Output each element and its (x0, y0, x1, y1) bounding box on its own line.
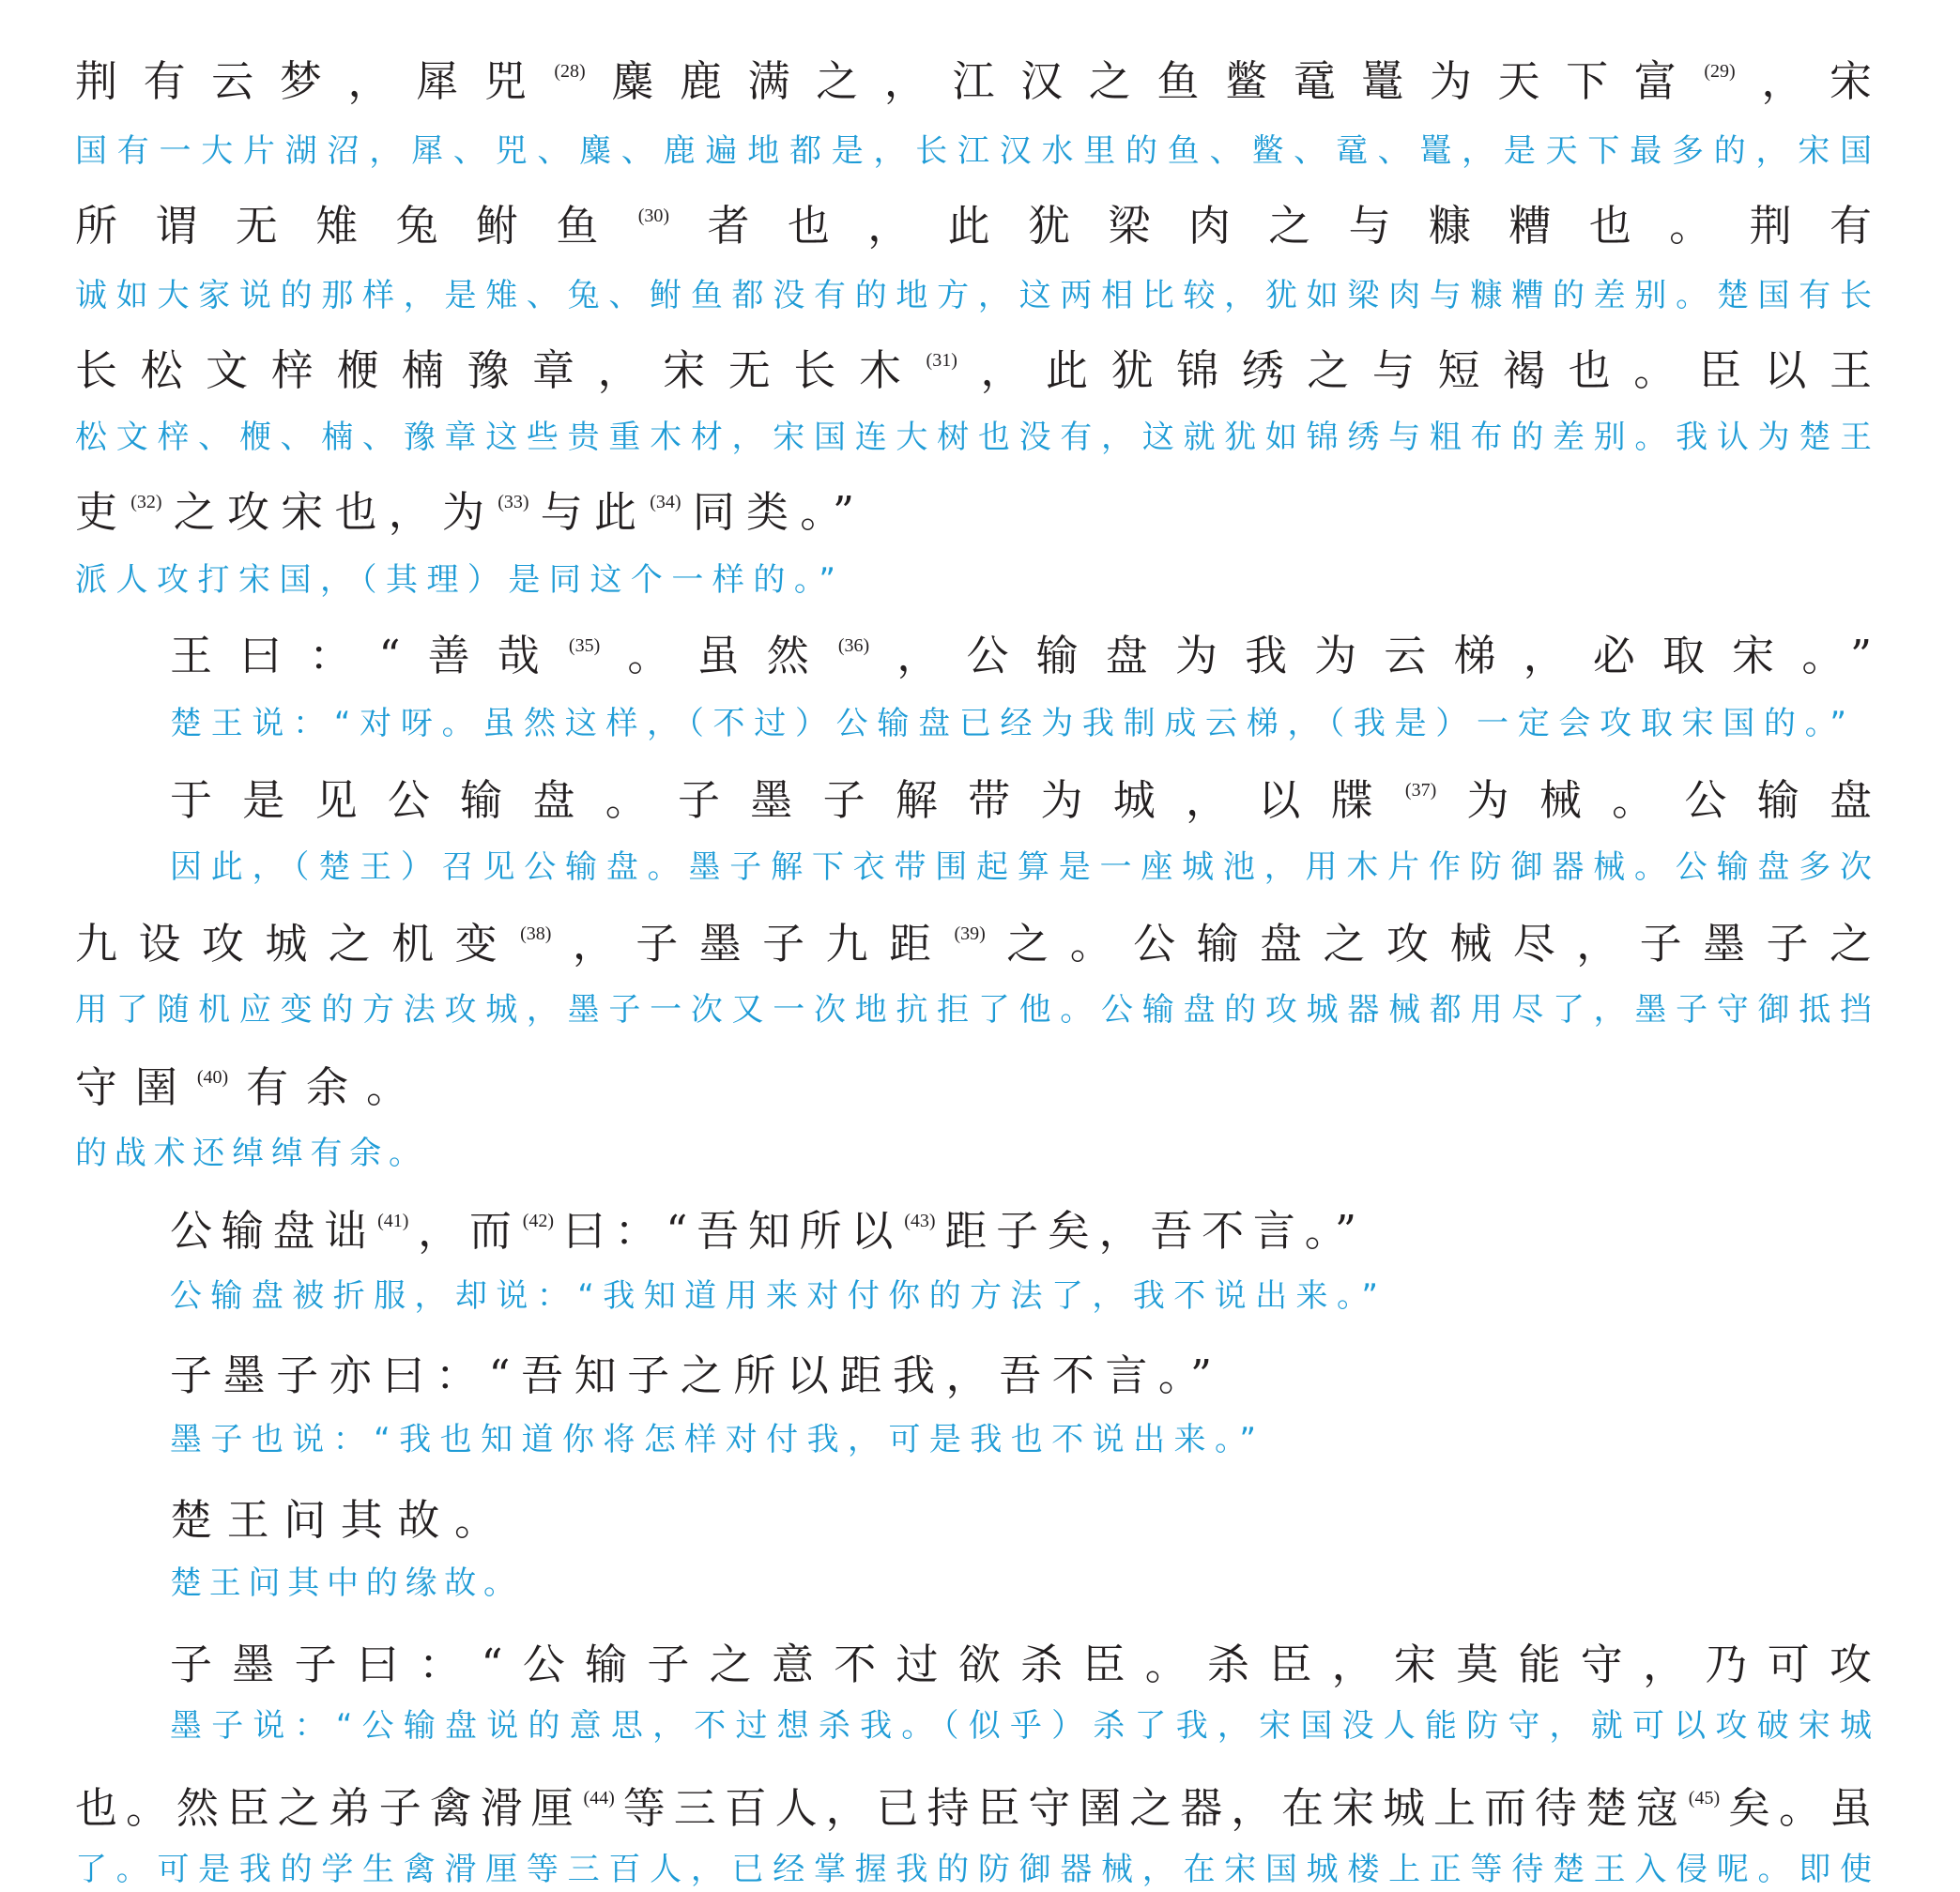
annotation-marker: (41) (377, 1211, 409, 1231)
translation-line-6 (170, 847, 1872, 888)
annotation-marker: (36) (837, 635, 870, 656)
classical-text: ，此犹锦绣之与短褐也。臣以王 (957, 345, 1872, 395)
classical-text: ，宋 (1735, 56, 1872, 106)
classical-text: 王曰：“善哉 (170, 631, 567, 680)
classical-line-13 (75, 1780, 1872, 1837)
translation-line-4 (75, 559, 835, 601)
classical-text: ，子墨子九距 (551, 919, 953, 969)
translation-line-7 (75, 989, 1872, 1030)
classical-text: 之。公输盘之攻械尽，子墨子之 (985, 919, 1872, 969)
annotation-marker: (39) (954, 923, 986, 944)
classical-line-2 (75, 198, 1872, 254)
classical-text: 长松文梓楩楠豫章，宋无长木 (75, 345, 925, 395)
translation-text: 派人攻打宋国，（其理）是同这个一样的。” (75, 561, 835, 599)
classical-text: 也。然臣之弟子禽滑厘 (75, 1783, 582, 1833)
annotation-marker: (28) (554, 61, 586, 82)
classical-line-4 (75, 484, 854, 541)
annotation-marker: (43) (904, 1211, 936, 1231)
translation-line-8 (75, 1133, 421, 1174)
classical-text: 荆有云梦，犀兕 (75, 56, 553, 106)
translation-text: 诚如大家说的那样，是雉、兔、鲋鱼都没有的地方，这两相比较，犹如梁肉与糠糟的差别。楚国有长 (75, 277, 1872, 314)
translation-text: 墨子说：“公输盘说的意思，不过想杀我。（似乎）杀了我，宋国没人能防守，就可以攻破宋城 (170, 1707, 1872, 1745)
classical-text: 。虽然 (600, 631, 836, 680)
classical-text: ，而 (408, 1206, 521, 1256)
translation-text: 楚王说：“对呀。虽然这样，（不过）公输盘已经为我制成云梯，（我是）一定会攻取宋国的。” (170, 705, 1846, 742)
translation-text: 松文梓、楩、楠、豫章这些贵重木材，宋国连大树也没有，这就犹如锦绣与粗布的差别。我认为楚王 (75, 419, 1872, 456)
translation-line-1 (75, 130, 1872, 172)
classical-text: 为械。公输盘 (1436, 775, 1872, 825)
classical-text: 麋鹿满之，江汉之鱼鳖鼋鼍为天下富 (585, 56, 1703, 106)
classical-text: 之攻宋也，为 (161, 487, 497, 537)
classical-line-8 (75, 1060, 408, 1116)
classical-line-7 (75, 916, 1872, 972)
translation-line-11 (170, 1563, 515, 1604)
classical-line-6 (170, 772, 1872, 829)
classical-text: 曰：“吾知所以 (554, 1206, 903, 1256)
translation-text: 国有一大片湖沼，犀、兕、麋、鹿遍地都是，长江汉水里的鱼、鳖、鼋、鼍，是天下最多的，宋国 (75, 132, 1872, 170)
translation-text: 墨子也说：“我也知道你将怎样对付我，可是我也不说出来。” (170, 1421, 1256, 1458)
annotation-marker: (31) (926, 350, 957, 371)
annotation-marker: (40) (196, 1067, 229, 1088)
classical-line-1 (75, 53, 1872, 110)
annotation-marker: (33) (498, 492, 529, 512)
classical-line-5 (170, 628, 1872, 684)
translation-line-10 (170, 1419, 1256, 1460)
classical-line-12 (170, 1637, 1872, 1693)
classical-text: 守圉 (75, 1062, 195, 1112)
annotation-marker: (34) (650, 492, 681, 512)
annotation-marker: (35) (568, 635, 601, 656)
classical-text: 子墨子亦曰：“吾知子之所以距我，吾不言。” (170, 1350, 1212, 1400)
classical-line-9 (170, 1203, 1356, 1259)
classical-text: 楚王问其故。 (170, 1495, 497, 1545)
translation-text: 用了随机应变的方法攻城，墨子一次又一次地抗拒了他。公输盘的攻城器械都用尽了，墨子守御抵挡 (75, 991, 1872, 1029)
annotation-marker: (29) (1704, 61, 1736, 82)
translation-text: 了。可是我的学生禽滑厘等三百人，已经掌握我的防御器械，在宋国城楼上正等待楚王入侵呢。即使 (75, 1851, 1872, 1888)
annotation-marker: (32) (130, 492, 162, 512)
classical-text: 吏 (75, 487, 130, 537)
translation-line-5 (170, 703, 1846, 744)
translation-text: 公输盘被折服，却说：“我知道用来对付你的方法了，我不说出来。” (170, 1277, 1378, 1315)
classical-text: 所谓无雉兔鲋鱼 (75, 201, 636, 251)
annotation-marker: (37) (1404, 780, 1437, 801)
translation-line-9 (170, 1275, 1378, 1317)
classical-line-3 (75, 343, 1872, 399)
annotation-marker: (44) (583, 1788, 615, 1808)
translation-line-13 (75, 1849, 1872, 1890)
translation-line-2 (75, 275, 1872, 316)
translation-line-12 (170, 1705, 1872, 1747)
classical-text: 同类。” (681, 487, 854, 537)
translation-text: 楚王问其中的缘故。 (170, 1564, 515, 1602)
classical-line-10 (170, 1348, 1212, 1404)
classical-text: 公输盘诎 (170, 1206, 376, 1256)
classical-text: 有余。 (228, 1062, 408, 1112)
classical-line-11 (170, 1492, 497, 1549)
translation-line-3 (75, 417, 1872, 458)
translation-text: 因此，（楚王）召见公输盘。墨子解下衣带围起算是一座城池，用木片作防御器械。公输盘多次 (170, 848, 1872, 886)
annotation-marker: (30) (637, 206, 670, 226)
annotation-marker: (42) (522, 1211, 555, 1231)
classical-text: 于是见公输盘。子墨子解带为城，以牒 (170, 775, 1403, 825)
classical-text: ，公输盘为我为云梯，必取宋。” (869, 631, 1872, 680)
annotation-marker: (38) (520, 923, 552, 944)
classical-text: 与此 (528, 487, 649, 537)
annotation-marker: (45) (1688, 1788, 1721, 1808)
translation-text: 的战术还绰绰有余。 (75, 1135, 421, 1172)
classical-text: 者也，此犹梁肉之与糠糟也。荆有 (669, 201, 1872, 251)
classical-text: 矣。虽 (1720, 1783, 1872, 1833)
classical-text: 子墨子曰：“公输子之意不过欲杀臣。杀臣，宋莫能守，乃可攻 (170, 1640, 1872, 1689)
classical-text: 距子矣，吾不言。” (935, 1206, 1356, 1256)
classical-text: 等三百人，已持臣守圉之器，在宋城上而待楚寇 (614, 1783, 1687, 1833)
classical-text: 九设攻城之机变 (75, 919, 519, 969)
